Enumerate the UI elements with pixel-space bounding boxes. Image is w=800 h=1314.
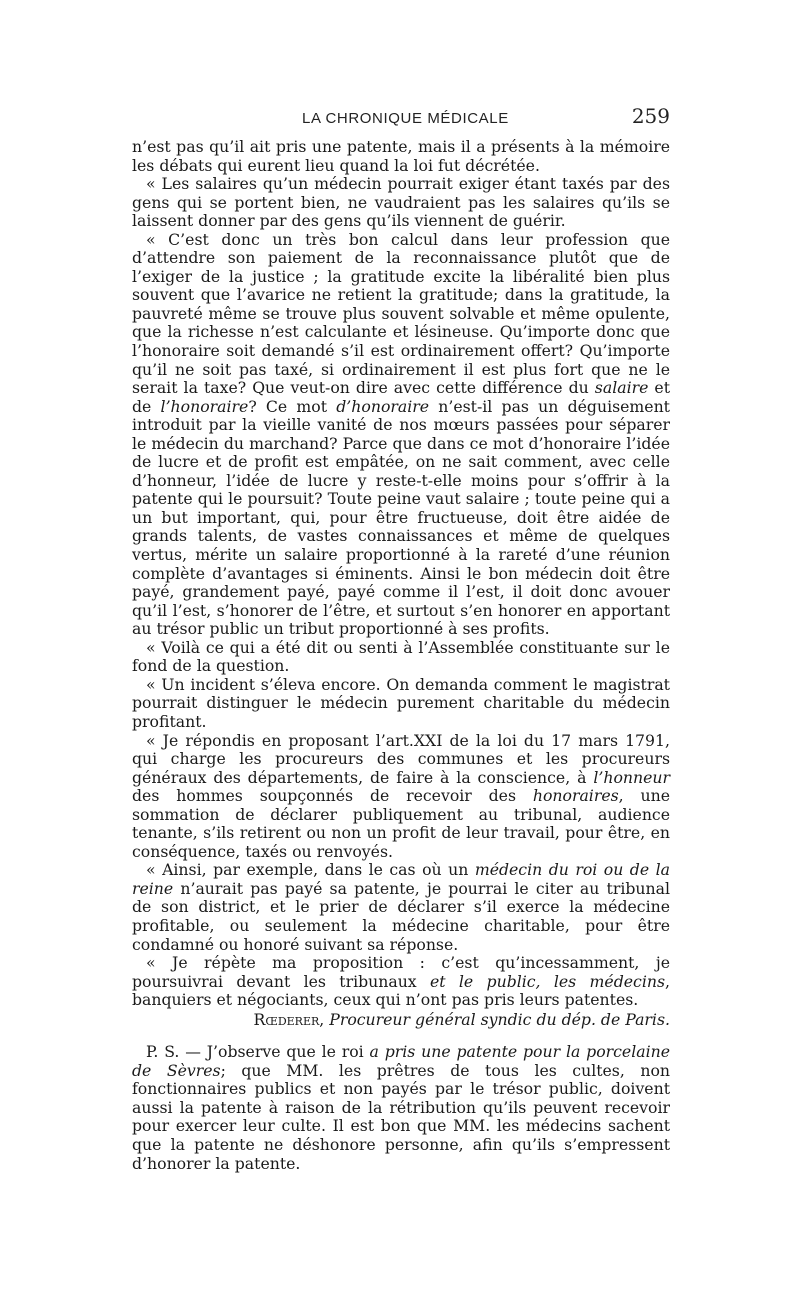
page-header xyxy=(132,104,670,134)
text-run: « Ainsi, par exemple, dans le cas où un xyxy=(146,860,475,880)
signature: Rœderer, Procureur général syndic du dép. de Paris. xyxy=(253,1009,670,1029)
text-run: et de xyxy=(132,378,671,416)
text-run: « C’est donc un très bon calcul dans leur profession que d’attendre son paiement de la reconnaissance plutôt que de l’exiger de la justice ; la gratitude excite la libéralité bien plus souvent que l’avarice ne retient la gratitude; dans la gratitude, la pauvreté même se trouve plus souvent solvable et même opulente, que la richesse n’est calculante et lésineuse. Qu’importe donc que l’honoraire soit demandé s’il est ordinairement offert? Qu’importe qu’il ne soit pas taxé, si ordinairement il est plus fort que ne le serait la taxe? Que veut-on dire avec cette différence du xyxy=(132,229,670,398)
ps-label: P. S. xyxy=(146,1042,180,1062)
italic-honneur: l’honneur xyxy=(593,767,670,787)
italic-salaire: salaire xyxy=(594,378,649,398)
text-run: ? Ce mot xyxy=(248,396,337,416)
text-run: des hommes soupçonnés de recevoir des xyxy=(132,786,533,806)
paragraph-2: « Les salaires qu’un médecin pourrait exiger étant taxés par des gens qui se portent bien, ne vaudraient pas les salaires qu’ils se laissent donner par des gens qu’ils viennent de guérir. xyxy=(132,174,670,231)
italic-d-honoraire: d’honoraire xyxy=(336,396,430,416)
paragraph-8 xyxy=(132,954,670,1010)
paragraph-4: « Voilà ce qui a été dit ou senti à l’Assemblée constituante sur le fond de la question. xyxy=(132,637,670,676)
paragraph-6 xyxy=(132,732,670,862)
italic-porcelaine: a pris une patente pour la porcelaine de Sèvres xyxy=(132,1042,670,1080)
running-title: LA CHRONIQUE MÉDICALE xyxy=(302,110,509,127)
italic-honoraire: l’honoraire xyxy=(160,396,249,416)
text-run: , une sommation de déclarer publiquement au tribunal, audience tenante, s’ils retirent ou non un profit de leur travail, pour être, en conséquence, taxés ou renvoyés. xyxy=(132,786,670,861)
paragraph-1: n’est pas qu’il ait pris une patente, mais il a présents à la mémoire les débats qui eurent lieu quand la loi fut décrétée. xyxy=(132,137,670,175)
postscript xyxy=(132,1043,670,1173)
text-run: « Je répondis en proposant l’art.XXI de la loi du 17 mars 1791, qui charge les procureurs des communes et les procureurs généraux des départements, de faire à la conscience, à xyxy=(132,730,670,787)
text-run: n’est-il pas un déguisement introduit par la vieille vanité de nos mœurs passées pour séparer le médecin du marchand? Parce que dans ce mot d’honoraire l’idée de lucre et de profit est empâtée, on ne sait comment, avec celle d’honneur, l’idée de lucre y reste-t-elle moins pour s’offrir à la patente qui le poursuit? Toute peine vaut salaire ; toute peine qui a un but important, qui, pour être fructueuse, doit être aidée de grands talents, de vastes connaissances et même de quelques vertus, mérite un salaire proportionné à la rareté d’une réunion complète d’avantages si éminents. Ainsi le bon médecin doit être payé, grandement payé, payé comme il l’est, il doit donc avouer qu’il l’est, s’honorer de l’être, et surtout s’en honorer en apportant au trésor public un tribut proportionné à ses profits. xyxy=(132,396,670,639)
paragraph-5: « Un incident s’éleva encore. On demanda comment le magistrat pourrait distinguer le médecin purement charitable du médecin profitant. xyxy=(132,674,670,731)
italic-honoraires: honoraires xyxy=(532,786,619,806)
signature-name: Rœderer xyxy=(253,1009,320,1029)
text-run: — J’observe que le roi xyxy=(179,1042,370,1062)
text-run: « Je répète ma proposition : c’est qu’incessamment, je poursuivrai devant les tribunaux xyxy=(132,953,670,991)
paragraph-7 xyxy=(132,861,670,954)
text-run: n’aurait pas payé sa patente, je pourrai le citer au tribunal de son district, et le prier de déclarer s’il exerce la médecine profitable, ou seulement la médecine charitable, pour être condamné ou honoré suivant sa réponse. xyxy=(132,878,670,954)
text-run: ; que MM. les prêtres de tous les cultes, non fonctionnaires publics et non payés par le trésor public, doivent aussi la patente à raison de la rétribution qu’ils peuvent recevoir pour exercer leur culte. Il est bon que MM. les médecins sachent que la patente ne déshonore personne, afin qu’ils s’empressent d’honorer la patente. xyxy=(132,1060,670,1173)
text-run: , banquiers et négociants, ceux qui n’ont pas pris leurs patentes. xyxy=(132,971,670,1010)
italic-le-public: et le public, les médecins xyxy=(430,971,665,991)
signature-title: Procureur général syndic du dép. de Paris. xyxy=(329,1009,670,1029)
article-body xyxy=(132,138,670,1173)
italic-medecin-du-roi: médecin du roi ou de la reine xyxy=(132,860,670,898)
paragraph-3 xyxy=(132,231,670,639)
page-number: 259 xyxy=(631,104,670,128)
